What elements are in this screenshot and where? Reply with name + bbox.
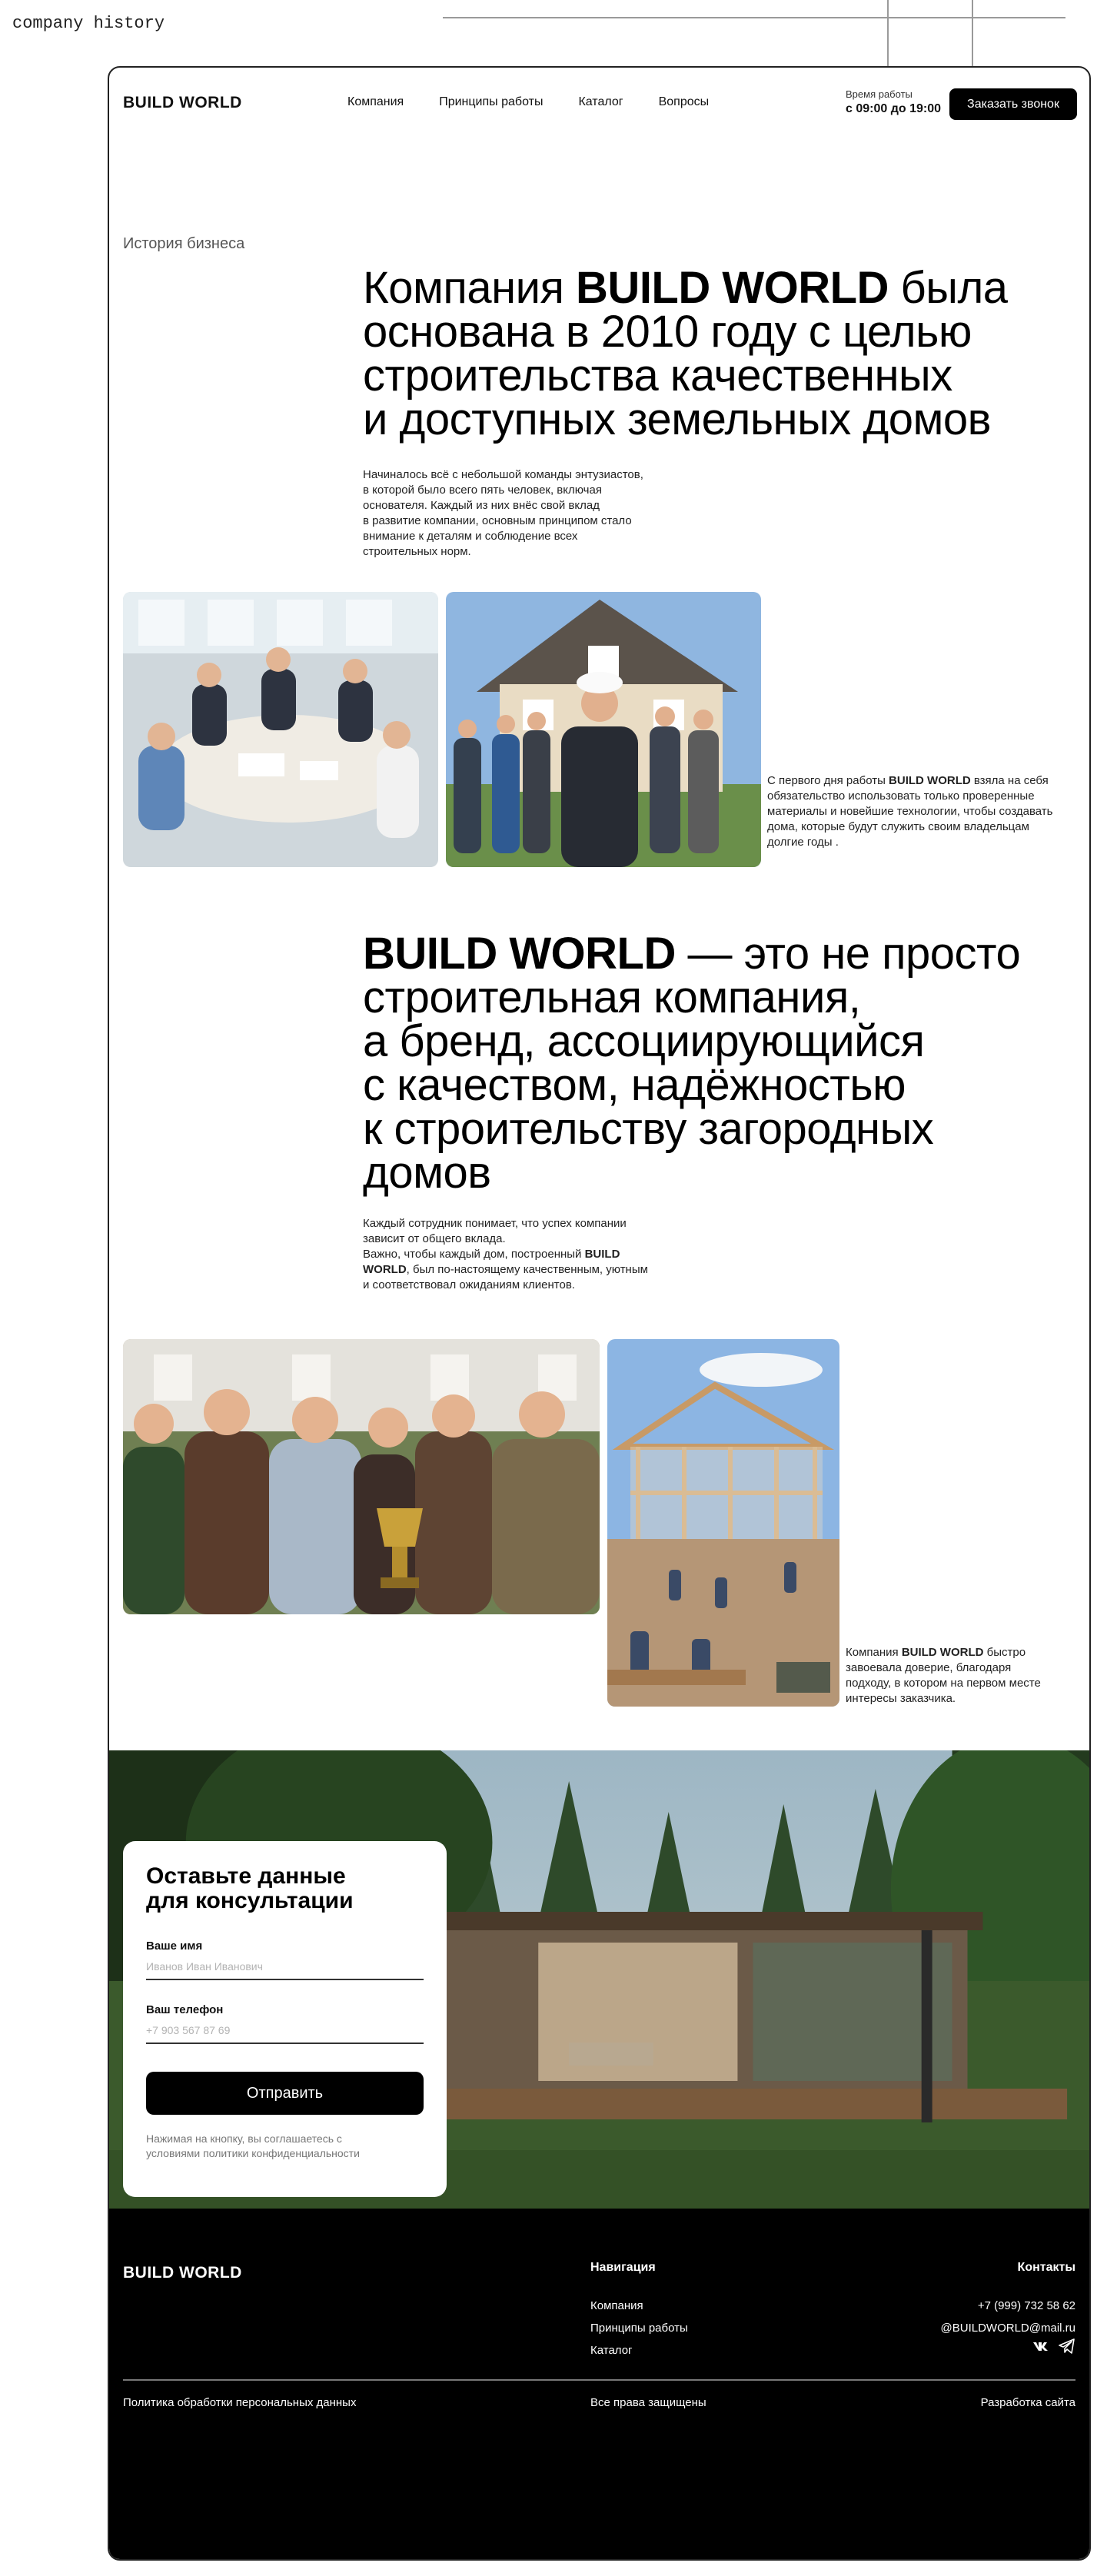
- site-frame: [108, 66, 1091, 2561]
- footer-contacts-title: Контакты: [1017, 2261, 1075, 2274]
- intro-heading-line-3: строительства качественных: [363, 351, 952, 401]
- name-label: Ваше имя: [146, 1939, 203, 1953]
- team-outside-house-photo: [446, 592, 761, 867]
- team-meeting-photo: [123, 592, 438, 867]
- award-trophy-photo: [123, 1339, 600, 1614]
- intro-caption-post: взяла на себя: [970, 774, 1049, 787]
- nav-item-catalog[interactable]: Каталог: [578, 95, 623, 108]
- form-title: [146, 1864, 424, 1913]
- brand-paragraph-line-3: Важно, чтобы каждый дом, построенный: [363, 1248, 585, 1261]
- brand-caption-line: подходу, в котором на первом месте: [846, 1677, 1041, 1690]
- intro-paragraph-line: Начиналось всё с небольшой команды энтузиастов,: [363, 468, 643, 481]
- intro-heading: [363, 263, 1008, 444]
- phone-label: Ваш телефон: [146, 2003, 224, 2016]
- consent-text: [146, 2132, 424, 2161]
- brand-heading-line-6: домов: [363, 1148, 491, 1198]
- footer-nav-catalog[interactable]: Каталог: [590, 2344, 633, 2357]
- brand-heading-brand: BUILD WORLD: [363, 929, 676, 979]
- brand-heading-line-3: а бренд, ассоциирующийся: [363, 1016, 925, 1066]
- consent-line-1: Нажимая на кнопку, вы соглашаетесь с: [146, 2132, 342, 2145]
- footer-phone[interactable]: +7 (999) 732 58 62: [977, 2299, 1075, 2312]
- brand-paragraph: [363, 1216, 686, 1293]
- intro-heading-line-4: и доступных земельных домов: [363, 394, 991, 444]
- brand-caption-post: быстро: [983, 1646, 1026, 1659]
- brand-paragraph-brand-1: BUILD: [584, 1248, 620, 1261]
- brand-heading-line-4: с качеством, надёжностью: [363, 1060, 906, 1110]
- footer-contacts: [941, 2295, 1075, 2339]
- intro-caption-line: обязательство использовать только проверенные: [767, 789, 1035, 803]
- brand-caption-line: завоевала доверие, благодаря: [846, 1661, 1012, 1674]
- header-nav: [347, 95, 709, 109]
- brand-caption: [846, 1645, 1091, 1707]
- brand-caption-brand: BUILD WORLD: [901, 1646, 984, 1659]
- brand-paragraph-line-4: , был по-настоящему качественным, уютным: [406, 1263, 648, 1276]
- footer-social: [1032, 2338, 1075, 2355]
- footer-nav-principles[interactable]: Принципы работы: [590, 2322, 688, 2335]
- consultation-form: [123, 1841, 447, 2197]
- footer-nav-title: Навигация: [590, 2261, 656, 2274]
- intro-caption-line: дома, которые будут служить своим владельцам: [767, 820, 1029, 833]
- privacy-policy-link[interactable]: Политика обработки персональных данных: [123, 2396, 357, 2409]
- intro-caption: [767, 773, 1090, 850]
- intro-paragraph-line: строительных норм.: [363, 545, 471, 558]
- brand-heading: [363, 929, 1021, 1198]
- footer-nav-company[interactable]: Компания: [590, 2299, 643, 2312]
- consent-line-2: условиями политики конфиденциальности: [146, 2147, 360, 2159]
- intro-paragraph-line: в которой было всего пять человек, включая: [363, 484, 602, 497]
- header-logo[interactable]: BUILD WORLD: [123, 94, 242, 111]
- intro-heading-line-2: основана в 2010 году с целью: [363, 307, 972, 357]
- brand-paragraph-brand-2: WORLD: [363, 1263, 407, 1276]
- guide-line-vertical-2: [972, 0, 973, 66]
- footer-logo[interactable]: BUILD WORLD: [123, 2264, 242, 2282]
- brand-paragraph-line: и соответствовал ожиданиям клиентов.: [363, 1278, 575, 1291]
- footer-divider: [123, 2379, 1075, 2381]
- intro-heading-brand: BUILD WORLD: [576, 263, 889, 313]
- brand-caption-pre: Компания: [846, 1646, 902, 1659]
- nav-item-principles[interactable]: Принципы работы: [439, 95, 544, 108]
- working-hours: [846, 88, 941, 116]
- footer-nav: [590, 2295, 688, 2362]
- order-call-button[interactable]: Заказать звонок: [949, 88, 1077, 120]
- submit-button[interactable]: Отправить: [146, 2072, 424, 2115]
- name-input[interactable]: [146, 1953, 424, 1980]
- intro-heading-post: была: [888, 263, 1008, 313]
- vk-icon[interactable]: [1032, 2338, 1049, 2355]
- footer-email[interactable]: @BUILDWORLD@mail.ru: [940, 2322, 1075, 2335]
- section-eyebrow: История бизнеса: [123, 235, 245, 252]
- telegram-icon[interactable]: [1059, 2338, 1075, 2355]
- rights-text: Все права защищены: [590, 2396, 706, 2409]
- brand-heading-line-5: к строительству загородных: [363, 1104, 934, 1154]
- working-hours-value: с 09:00 до 19:00: [846, 102, 942, 115]
- intro-paragraph-line: основателя. Каждый из них внёс свой вклад: [363, 499, 600, 512]
- site-developer-link[interactable]: Разработка сайта: [980, 2396, 1075, 2409]
- footer: [109, 2209, 1089, 2561]
- brand-caption-line: интересы заказчика.: [846, 1692, 956, 1705]
- page-top-label: company history: [12, 14, 165, 33]
- brand-paragraph-line: Каждый сотрудник понимает, что успех компании: [363, 1217, 627, 1230]
- nav-item-faq[interactable]: Вопросы: [658, 95, 710, 108]
- intro-paragraph-line: внимание к деталям и соблюдение всех: [363, 530, 578, 543]
- working-hours-label: Время работы: [846, 88, 913, 100]
- phone-input[interactable]: [146, 2016, 424, 2044]
- brand-heading-post: — это не просто: [675, 929, 1021, 979]
- intro-caption-brand: BUILD WORLD: [889, 774, 971, 787]
- brand-paragraph-line: зависит от общего вклада.: [363, 1232, 506, 1245]
- intro-caption-line: долгие годы .: [767, 836, 839, 849]
- guide-line-vertical-1: [887, 0, 889, 66]
- intro-caption-line: материалы и новейшие технологии, чтобы создавать: [767, 805, 1053, 818]
- intro-caption-pre: С первого дня работы: [767, 774, 889, 787]
- nav-item-company[interactable]: Компания: [347, 95, 404, 108]
- intro-paragraph-line: в развитие компании, основным принципом стало: [363, 514, 632, 527]
- intro-paragraph: [363, 467, 686, 560]
- brand-heading-line-2: строительная компания,: [363, 972, 861, 1022]
- intro-heading-pre: Компания: [363, 263, 577, 313]
- construction-site-photo: [607, 1339, 839, 1707]
- form-title-line-1: Оставьте данные: [146, 1863, 346, 1889]
- form-title-line-2: для консультации: [146, 1888, 354, 1913]
